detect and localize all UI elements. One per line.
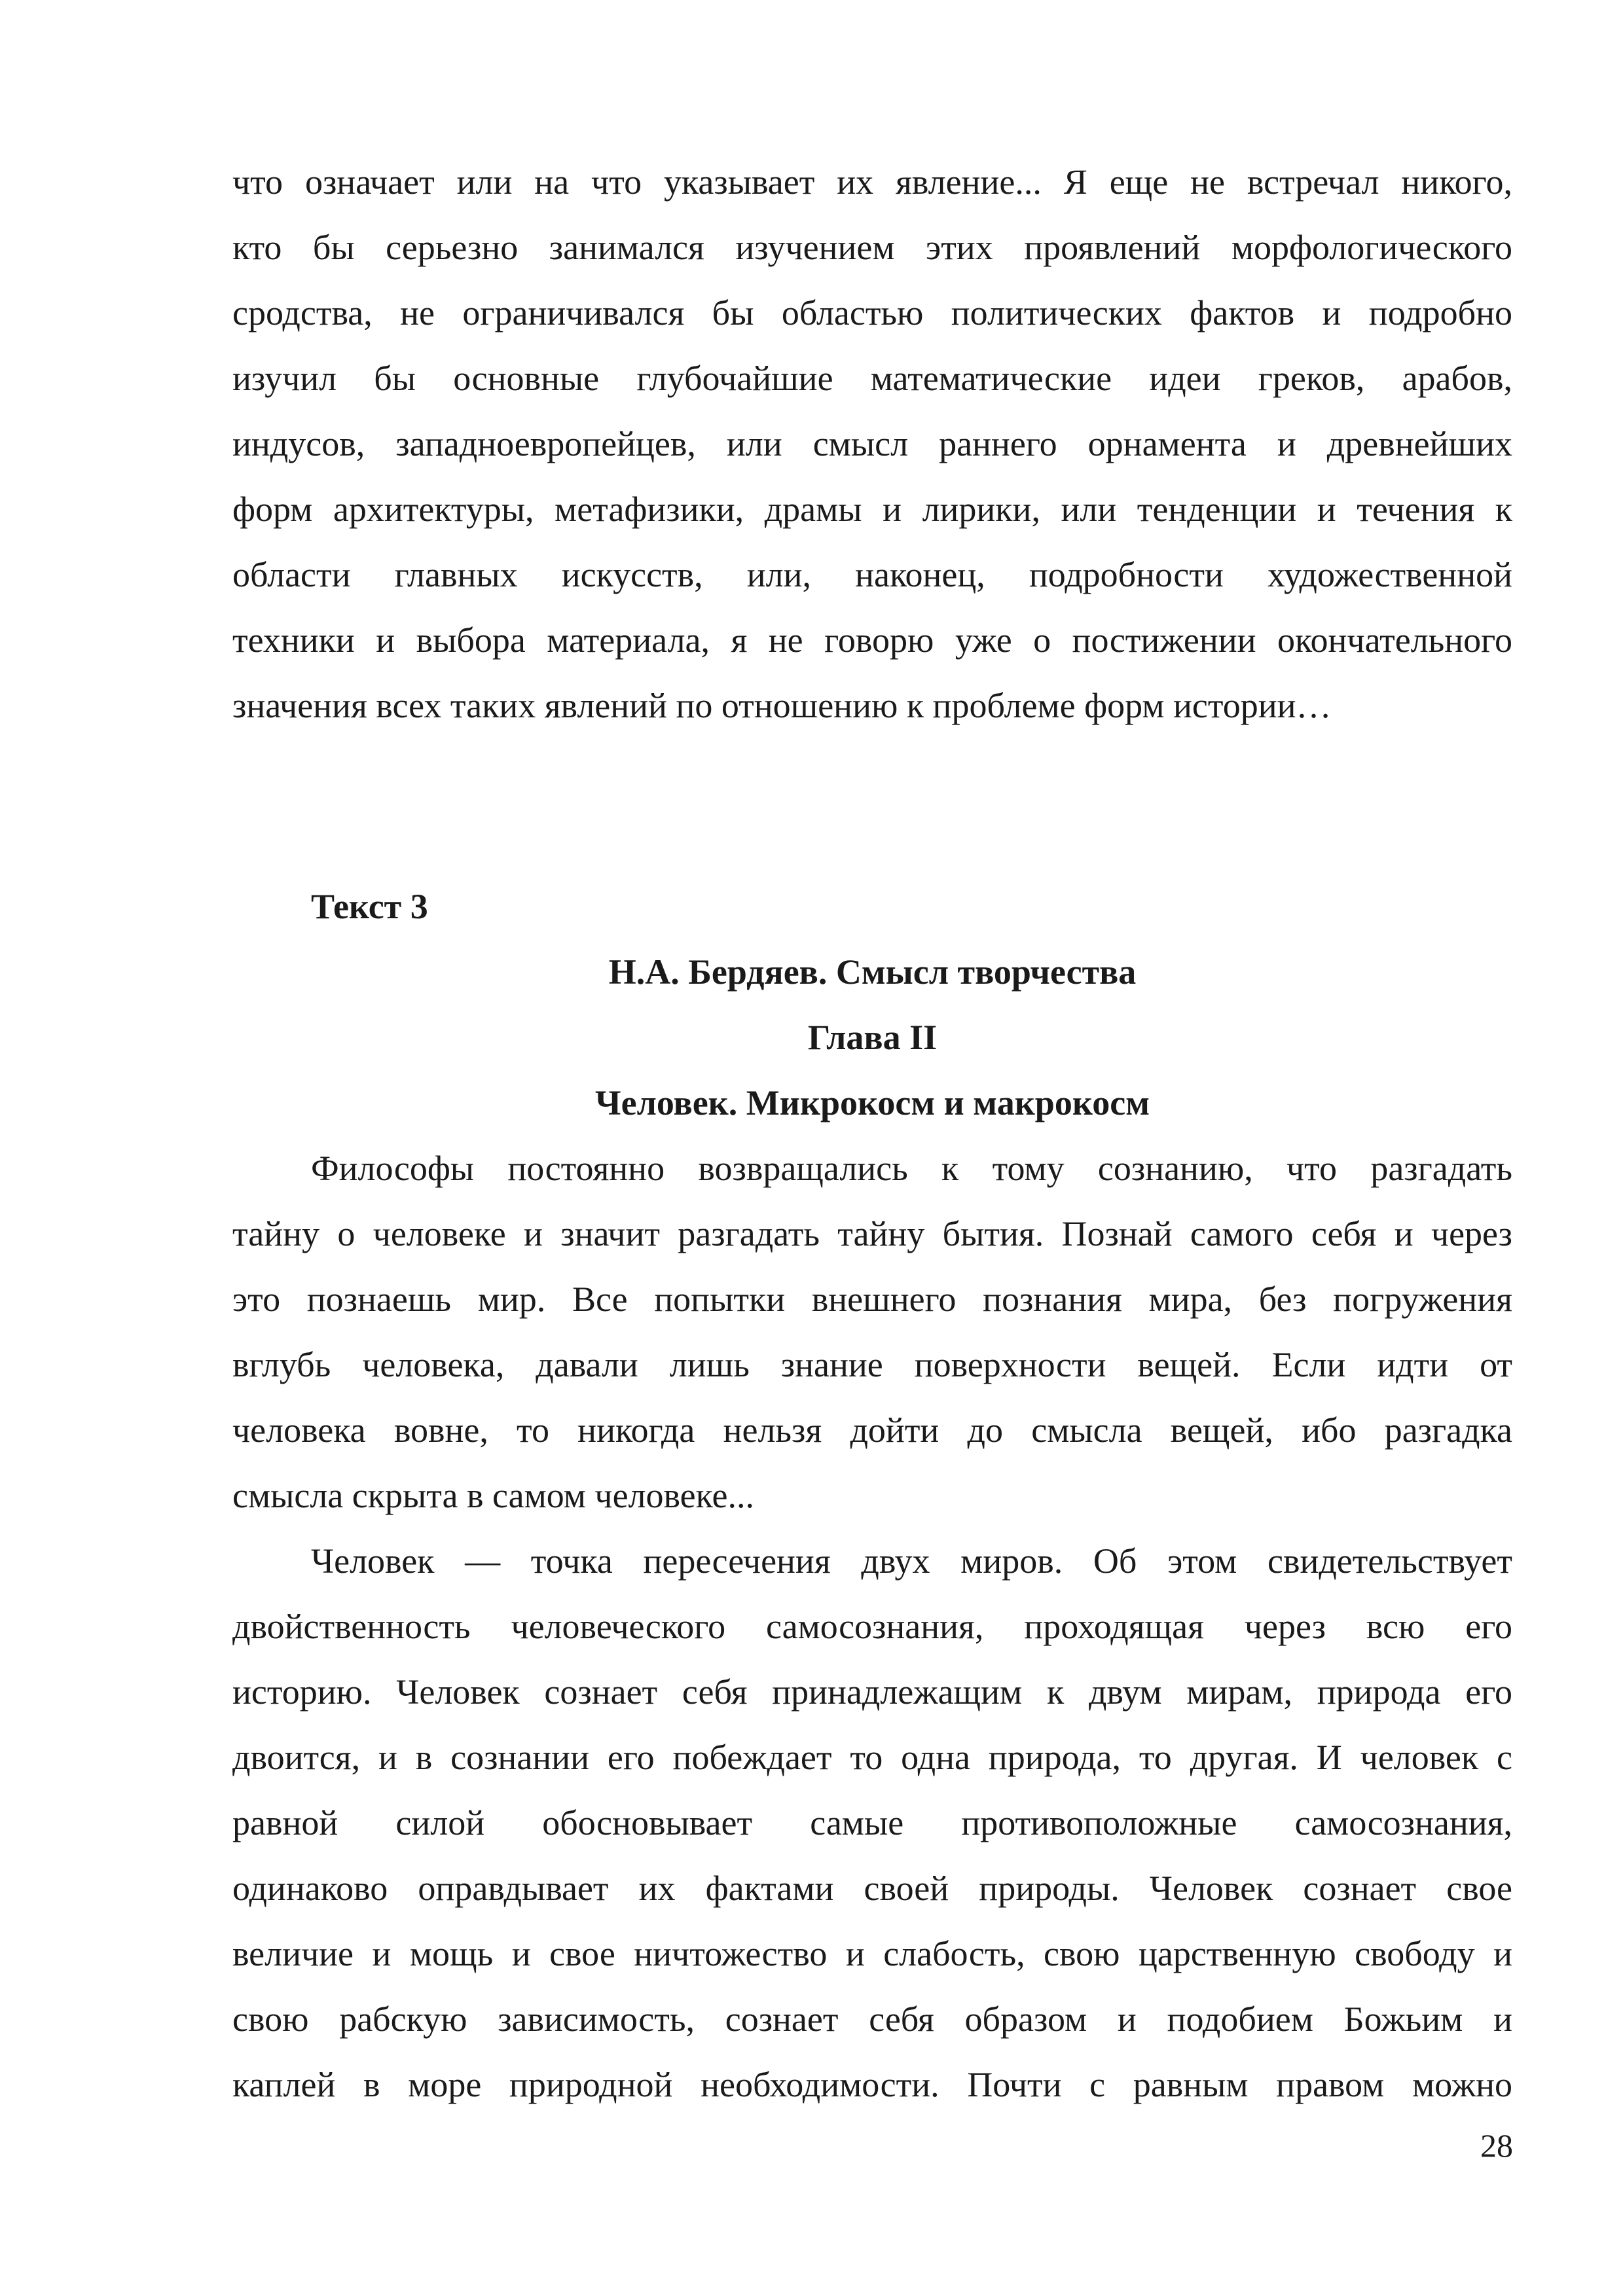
text-line: кто бы серьезно занимался изучением этих проявлений морфологического [232,228,1512,267]
text-line: сродства, не ограничивался бы областью политических фактов и подробно [232,293,1512,332]
text-line: каплей в море природной необходимости. Почти с равным правом можно [232,2065,1512,2104]
text-line: это познаешь мир. Все попытки внешнего познания мира, без погружения [232,1280,1512,1319]
text-line: свою рабскую зависимость, сознает себя образом и подобием Божьим и [232,2000,1512,2039]
heading-chapter: Глава II [807,1018,938,1057]
text-line: значения всех таких явлений по отношению к проблеме форм истории… [232,686,1332,725]
text-line: тайну о человеке и значит разгадать тайну бытия. Познай самого себя и через [232,1214,1512,1253]
text-line: человека вовне, то никогда нельзя дойти до смысла вещей, ибо разгадка [232,1410,1512,1450]
text-line: Человек — точка пересечения двух миров. Об этом свидетельствует [311,1541,1512,1581]
text-line: техники и выбора материала, я не говорю уже о постижении окончательного [232,620,1512,660]
page-number: 28 [1480,2127,1513,2164]
text-line: Философы постоянно возвращались к тому сознанию, что разгадать [311,1149,1512,1188]
text-line: величие и мощь и свое ничтожество и слабость, свою царственную свободу и [232,1934,1512,1973]
text-line: смысла скрыта в самом человеке... [232,1476,755,1515]
text-line: равной силой обосновывает самые противоположные самосознания, [232,1803,1512,1842]
text-line: индусов, западноевропейцев, или смысл раннего орнамента и древнейших [232,424,1512,463]
text-line: двойственность человеческого самосознания, проходящая через всю его [232,1607,1512,1646]
heading-subtitle: Человек. Микрокосм и макрокосм [595,1083,1150,1122]
text-line: что означает или на что указывает их явление... Я еще не встречал никого, [232,162,1512,202]
text-line: форм архитектуры, метафизики, драмы и лирики, или тенденции и течения к [232,490,1512,529]
text-line: двоится, и в сознании его побеждает то одна природа, то другая. И человек с [232,1738,1512,1777]
text-line: области главных искусств, или, наконец, подробности художественной [232,555,1512,594]
text-line: историю. Человек сознает себя принадлежащим к двум мирам, природа его [232,1672,1512,1712]
text-line: одинаково оправдывает их фактами своей природы. Человек сознает свое [232,1869,1512,1908]
section-label: Текст 3 [311,887,428,926]
text-line: вглубь человека, давали лишь знание поверхности вещей. Если идти от [232,1345,1512,1384]
text-line: изучил бы основные глубочайшие математические идеи греков, арабов, [232,359,1512,398]
heading-author-title: Н.А. Бердяев. Смысл творчества [608,952,1137,992]
